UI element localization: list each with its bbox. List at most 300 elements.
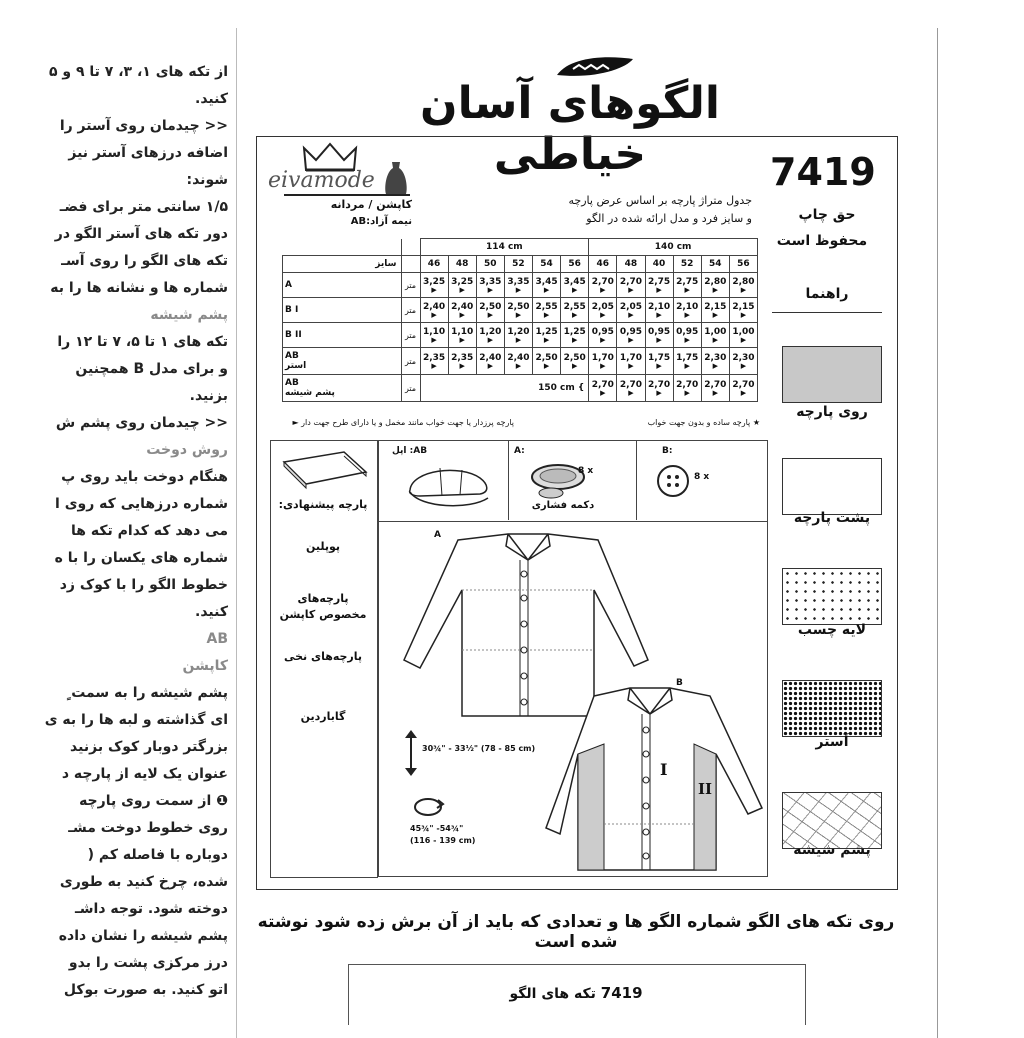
arrow-icon: ▶ <box>740 285 747 294</box>
instructions-column <box>44 60 228 1024</box>
value: 3,45 <box>535 276 558 287</box>
waist-measure-line2: (116 - 139 cm) <box>410 836 476 845</box>
guide-heading: راهنما <box>805 286 849 302</box>
arrow-icon: ▶ <box>712 388 718 397</box>
arrow-icon: ▶ <box>543 310 550 319</box>
value-140 <box>729 348 757 375</box>
value: 0,95 <box>591 326 614 337</box>
value: 2,75 <box>647 276 671 287</box>
value: 2,10 <box>647 301 671 312</box>
value: 2,55 <box>535 301 558 312</box>
arrow-icon: ▶ <box>571 335 578 344</box>
arrow-icon: ▶ <box>628 361 634 370</box>
instruction-line: روی خطوط دوخت مشـ <box>68 820 228 836</box>
value: 1,20 <box>507 326 530 337</box>
size-range: نیمه آزاد:AB <box>350 216 412 227</box>
swatch-batting <box>782 792 882 849</box>
instruction-line: ❶ از سمت روی پارچه <box>79 793 228 809</box>
value-114 <box>476 273 504 298</box>
value-140 <box>673 375 701 402</box>
size-114: 48 <box>448 256 476 273</box>
value: 2,35 <box>451 352 474 363</box>
value: 2,70 <box>676 379 699 390</box>
value-140 <box>729 273 757 298</box>
width-140-header: 140 cm <box>589 239 758 256</box>
row-label <box>283 273 402 298</box>
arrow-icon: ▶ <box>515 285 522 294</box>
notions-divider-2 <box>636 440 637 520</box>
value-114 <box>533 323 561 348</box>
arrow-icon: ▶ <box>628 285 634 294</box>
jacket-b-drawing <box>544 684 766 874</box>
arrow-icon: ▶ <box>712 361 718 370</box>
table-row <box>283 323 758 348</box>
value-140 <box>617 273 645 298</box>
arrow-icon: ▶ <box>712 285 718 294</box>
arrow-icon: ▶ <box>600 361 606 370</box>
value: 2,40 <box>422 301 446 312</box>
value-114 <box>533 298 561 323</box>
value: 2,15 <box>732 301 755 312</box>
value: 1,10 <box>451 326 474 337</box>
row-model: AB <box>285 378 299 388</box>
value: 3,45 <box>563 276 586 287</box>
unit-cell: متر <box>401 323 420 348</box>
arrow-icon: ▶ <box>571 285 578 294</box>
instruction-line: پشم شیشه را نشان داده <box>58 928 228 944</box>
instruction-line: شماره های یکسان را با ه <box>54 550 228 566</box>
arrow-icon: ▶ <box>712 310 718 319</box>
instruction-line: شوند: <box>186 172 228 188</box>
value: 1,20 <box>479 326 502 337</box>
table-header-row <box>283 239 758 256</box>
instruction-line: تکه های الگو را روی آسـ <box>61 253 228 269</box>
arrow-icon: ▶ <box>543 285 550 294</box>
value: 2,50 <box>535 352 558 363</box>
value-140 <box>645 375 673 402</box>
row-sublabel: استر <box>285 361 307 371</box>
value: 2,70 <box>704 379 727 390</box>
value: 2,30 <box>704 352 727 363</box>
value: 2,35 <box>422 352 446 363</box>
snap-model-label: A: <box>514 446 525 456</box>
button-model-label: B: <box>662 446 673 456</box>
value-140 <box>617 348 645 375</box>
value-140 <box>701 323 729 348</box>
legend-lining: آستر <box>815 734 849 750</box>
value-114 <box>420 298 448 323</box>
instruction-line: شده، چرخ کنید به طوری <box>59 874 228 890</box>
snap-name: دکمه فشاری <box>531 500 595 511</box>
arrow-icon: ▶ <box>543 361 550 370</box>
value-114 <box>504 348 532 375</box>
instruction-line: هنگام دوخت باید روی پ <box>61 469 228 485</box>
value-140 <box>617 375 645 402</box>
value-140 <box>729 298 757 323</box>
arrow-icon: ▶ <box>515 335 522 344</box>
value-140 <box>673 273 701 298</box>
instruction-line: << چیدمان روی پشم ش <box>55 415 228 431</box>
arrow-icon: ▶ <box>628 388 634 397</box>
value-114 <box>561 323 589 348</box>
value: 2,70 <box>591 379 614 390</box>
instruction-line: بزرگتر دوبار کوک بزنید <box>70 739 228 755</box>
copyright-line1: حق چاپ <box>798 207 856 223</box>
parts-label: تکه های الگو <box>509 986 596 1002</box>
value-140 <box>645 298 673 323</box>
snap-part-icon <box>536 486 566 500</box>
garment-rule <box>284 194 410 196</box>
instruction-line: از تکه های ۱، ۳، ۷ تا ۹ و ۵ <box>48 64 228 80</box>
value-114 <box>420 273 448 298</box>
value-140 <box>589 375 617 402</box>
unit-cell: متر <box>401 348 420 375</box>
table-row <box>283 375 758 402</box>
size-140: 52 <box>673 256 701 273</box>
value-140 <box>617 323 645 348</box>
value-140 <box>701 348 729 375</box>
instruction-line: دوخته شود. توجه داشـ <box>74 901 228 917</box>
arrow-icon: ▶ <box>515 310 522 319</box>
value: 2,30 <box>732 352 755 363</box>
swatch-wrong-side <box>782 458 882 515</box>
value: 2,15 <box>704 301 727 312</box>
size-114: 56 <box>561 256 589 273</box>
value: 1,75 <box>647 352 671 363</box>
table-row <box>283 348 758 375</box>
legend-batting: پشم شیشه <box>793 842 871 858</box>
arrow-icon: ▶ <box>656 361 662 370</box>
panel-ii-label: II <box>698 780 713 798</box>
value-114 <box>448 323 476 348</box>
arrow-icon: ▶ <box>487 335 493 344</box>
value-140 <box>589 348 617 375</box>
arrow-icon: ▶ <box>487 361 493 370</box>
value: 2,05 <box>591 301 614 312</box>
value-114 <box>420 348 448 375</box>
arrow-icon: ▶ <box>571 310 578 319</box>
value: 2,40 <box>507 352 530 363</box>
value-140 <box>589 323 617 348</box>
parts-heading <box>350 984 802 1002</box>
button-qty: 8 x <box>694 472 710 482</box>
arrow-icon: ▶ <box>431 285 437 294</box>
value-114 <box>476 323 504 348</box>
row-label <box>283 375 402 402</box>
value: 2,80 <box>704 276 727 287</box>
size-label: سایز <box>283 256 402 273</box>
value: 3,25 <box>422 276 446 287</box>
arrow-icon: ▶ <box>684 361 690 370</box>
arrow-icon: ▶ <box>459 335 465 344</box>
arrow-icon: ▶ <box>656 388 662 397</box>
size-140: 56 <box>729 256 757 273</box>
model-b-label: B <box>676 678 683 688</box>
instruction-line: روش دوخت <box>146 442 228 458</box>
value-114 <box>420 323 448 348</box>
arrow-icon: ▶ <box>740 335 747 344</box>
value: 1,70 <box>591 352 614 363</box>
value-114 <box>533 348 561 375</box>
arrow-icon: ▶ <box>656 310 662 319</box>
value: 1,00 <box>704 326 727 337</box>
arrow-icon: ▶ <box>459 361 465 370</box>
value: 2,05 <box>619 301 643 312</box>
value-114 <box>504 298 532 323</box>
table-title-line1: جدول متراژ پارچه بر اساس عرض پارچه <box>568 194 752 207</box>
arrow-icon: ▶ <box>740 361 747 370</box>
arrow-icon: ▶ <box>656 285 662 294</box>
value: 2,55 <box>563 301 586 312</box>
instruction-line: خطوط الگو را با کوک زد <box>59 577 228 593</box>
instruction-line: می دهد که کدام تکه ها <box>71 523 228 539</box>
instruction-line: دور تکه های آستر الگو در <box>54 226 228 242</box>
row-label <box>283 298 402 323</box>
value-140 <box>729 375 757 402</box>
unit-cell: متر <box>401 375 420 402</box>
row-model: A <box>285 280 292 290</box>
value-140 <box>701 375 729 402</box>
size-140: 54 <box>701 256 729 273</box>
value: 2,70 <box>619 276 643 287</box>
footnote-right: ★ پارچه ساده و بدون جهت خواب <box>647 418 760 427</box>
size-140: 46 <box>589 256 617 273</box>
value-140 <box>673 298 701 323</box>
instruction-line: بزنید. <box>189 388 228 404</box>
arrow-icon: ▶ <box>712 335 718 344</box>
value: 1,25 <box>535 326 558 337</box>
fabric-roll-icon <box>280 448 370 488</box>
arrow-icon: ▶ <box>431 361 437 370</box>
size-114: 46 <box>420 256 448 273</box>
value: 2,40 <box>479 352 502 363</box>
value-114 <box>561 298 589 323</box>
value: 2,50 <box>563 352 586 363</box>
value-114 <box>448 298 476 323</box>
arrow-icon: ▶ <box>571 361 578 370</box>
value-140 <box>589 298 617 323</box>
suggested-fabric: گاباردین <box>300 710 346 723</box>
value: 2,70 <box>591 276 614 287</box>
swatch-lining <box>782 680 882 737</box>
value: 3,35 <box>479 276 502 287</box>
footnote-left: پارچه پرزدار یا جهت خواب مانند مخمل و یا دارای طرح جهت دار ► <box>292 418 514 427</box>
legend-right-side: روی پارچه <box>796 404 868 420</box>
unit-cell: متر <box>401 273 420 298</box>
button-icon <box>656 464 690 498</box>
suggested-fabric: پارچه‌های <box>297 592 349 605</box>
applique-label: اپل :AB <box>392 446 428 456</box>
instruction-line: درز مرکزی پشت را بدو <box>68 955 228 971</box>
value: 0,95 <box>619 326 643 337</box>
waist-measure-line1: 45¾" -54¾" <box>410 824 464 833</box>
arrow-icon: ▶ <box>600 310 606 319</box>
header-blank <box>401 239 420 256</box>
value-114 <box>561 348 589 375</box>
logo-title: الگوهای آسان خیاطی <box>420 78 720 180</box>
value-140 <box>645 323 673 348</box>
guide-divider <box>772 312 882 313</box>
instruction-line: دوباره با فاصله کم ( <box>87 847 228 863</box>
value: 2,70 <box>732 379 755 390</box>
arrow-icon: ▶ <box>684 285 690 294</box>
value: 2,50 <box>507 301 530 312</box>
value-114 <box>476 298 504 323</box>
value: 2,80 <box>732 276 755 287</box>
suggested-fabric: پوپلین <box>305 540 341 553</box>
arrow-icon: ▶ <box>431 335 437 344</box>
value: 3,35 <box>507 276 530 287</box>
footer-note: روی تکه های الگو شماره الگو ها و تعدادی که باید از آن برش زده شود نوشته شده است <box>257 912 895 952</box>
waist-tape-icon <box>412 794 444 820</box>
arrow-icon: ▶ <box>459 285 465 294</box>
value-140 <box>673 348 701 375</box>
garment-type: کاپشن / مردانه <box>330 198 412 211</box>
suggested-fabric: مخصوص کاپشن <box>279 608 367 621</box>
value-140 <box>701 298 729 323</box>
suggested-title: پارچه پیشنهادی: <box>278 498 368 511</box>
swatch-right-side <box>782 346 882 403</box>
value-114 <box>448 273 476 298</box>
copyright-line2: محفوظ است <box>776 233 868 249</box>
arrow-icon: ▶ <box>684 335 690 344</box>
value-114 <box>504 273 532 298</box>
arrow-icon: ▶ <box>656 335 662 344</box>
instruction-line: شماره ها و نشانه ها را به <box>50 280 228 296</box>
snap-qty: 8 x <box>578 466 594 476</box>
value-140 <box>673 323 701 348</box>
size-table <box>282 238 758 402</box>
arrow-icon: ▶ <box>515 361 522 370</box>
row-model: AB <box>285 351 299 361</box>
instruction-line: اتو کنید. به صورت بوکل <box>63 982 228 998</box>
value: 0,95 <box>676 326 699 337</box>
size-114: 50 <box>476 256 504 273</box>
arrow-icon: ▶ <box>600 285 606 294</box>
value-140 <box>701 273 729 298</box>
hat-icon <box>400 460 500 518</box>
value-114 <box>448 348 476 375</box>
arrow-icon: ▶ <box>684 310 690 319</box>
value: 2,40 <box>451 301 474 312</box>
instruction-line: ۱/۵ سانتی متر برای فضـ <box>59 199 228 215</box>
instruction-line: پشم شیشه <box>150 307 228 323</box>
row-sublabel: پشم شیشه <box>285 388 335 398</box>
dress-form-icon <box>382 160 410 196</box>
instruction-line: شماره درزهایی که روی ا <box>55 496 228 512</box>
parts-number: 7419 <box>600 984 643 1002</box>
value: 1,10 <box>422 326 446 337</box>
size-140: 48 <box>617 256 645 273</box>
arrow-icon: ▶ <box>684 388 690 397</box>
suggested-fabrics-list <box>270 540 376 740</box>
value-140 <box>617 298 645 323</box>
value: 1,75 <box>676 352 699 363</box>
unit-cell: متر <box>401 298 420 323</box>
value-114 <box>561 273 589 298</box>
value: 2,10 <box>676 301 699 312</box>
arrow-icon: ▶ <box>740 388 747 397</box>
instruction-line: << چیدمان روی آستر را <box>59 118 228 134</box>
size-114: 54 <box>533 256 561 273</box>
table-size-row <box>283 256 758 273</box>
arrow-icon: ▶ <box>487 310 493 319</box>
table-row <box>283 298 758 323</box>
instruction-line: کنید. <box>195 604 228 620</box>
value: 1,00 <box>732 326 755 337</box>
notions-divider-1 <box>508 440 509 520</box>
arrow-icon: ▶ <box>740 310 747 319</box>
table-title-line2: و سایز فرد و مدل ارائه شده در الگو <box>586 212 752 225</box>
size-140: 40 <box>645 256 673 273</box>
instruction-line: کاپشن <box>182 658 228 674</box>
header-blank <box>401 256 420 273</box>
arrow-icon: ▶ <box>431 310 437 319</box>
length-measure: 30¾" - 33½" (78 - 85 cm) <box>422 744 536 753</box>
size-114: 52 <box>504 256 532 273</box>
legend-wrong-side: پشت پارچه <box>793 510 871 526</box>
value-114 <box>476 348 504 375</box>
row-model: B I <box>285 305 299 315</box>
arrow-icon: ▶ <box>628 335 634 344</box>
instruction-line: AB <box>206 631 228 647</box>
swatch-interfacing <box>782 568 882 625</box>
panel-i-label: I <box>660 760 668 779</box>
value: 1,25 <box>563 326 586 337</box>
instruction-line: پشم شیشه را به سمت ٍ <box>66 685 228 701</box>
value-114 <box>504 323 532 348</box>
arrow-icon: ▶ <box>543 335 550 344</box>
value: 3,25 <box>451 276 474 287</box>
value-140 <box>589 273 617 298</box>
instruction-line: تکه های ۱ تا ۵، ۷ تا ۱۲ را <box>57 334 228 350</box>
suggested-fabric: پارچه‌های نخی <box>283 650 363 663</box>
table-row <box>283 273 758 298</box>
instruction-line: ای گذاشته و لبه ها را به ی <box>44 712 228 728</box>
value-140 <box>729 323 757 348</box>
length-arrow-icon <box>404 730 418 776</box>
value-114 <box>533 273 561 298</box>
arrow-icon: ▶ <box>600 388 606 397</box>
value: 2,70 <box>647 379 671 390</box>
row-label <box>283 323 402 348</box>
pattern-number: 7419 <box>770 150 876 194</box>
arrow-icon: ▶ <box>600 335 606 344</box>
span-note: 150 cm { <box>420 375 589 402</box>
value: 2,75 <box>676 276 699 287</box>
instruction-line: کنید. <box>195 91 228 107</box>
arrow-icon: ▶ <box>459 310 465 319</box>
value: 2,50 <box>479 301 502 312</box>
arrow-icon: ▶ <box>487 285 493 294</box>
width-114-header: 114 cm <box>420 239 589 256</box>
legend-interfacing: لایه چسب <box>797 622 867 638</box>
value: 2,70 <box>619 379 643 390</box>
value-140 <box>645 348 673 375</box>
instruction-line: اضافه درزهای آستر نیز <box>68 145 228 161</box>
row-label <box>283 348 402 375</box>
header-blank <box>283 239 402 256</box>
instruction-line: عنوان یک لایه از پارچه د <box>61 766 228 782</box>
value: 0,95 <box>647 326 671 337</box>
instruction-line: و برای مدل B همچنین <box>75 361 228 377</box>
brand-name: eivamode <box>268 168 375 193</box>
row-model: B II <box>285 330 302 340</box>
value-140 <box>645 273 673 298</box>
model-a-label: A <box>434 530 441 540</box>
value: 1,70 <box>619 352 643 363</box>
arrow-icon: ▶ <box>628 310 634 319</box>
